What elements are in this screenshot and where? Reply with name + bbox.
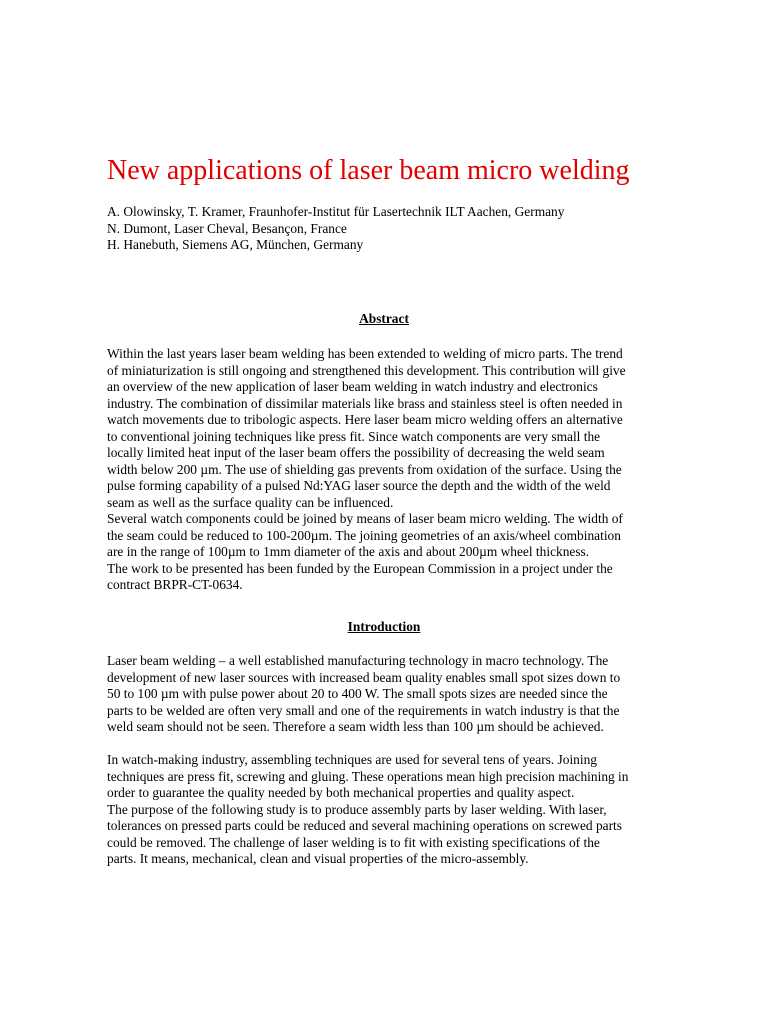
text-line: contract BRPR-CT-0634. xyxy=(107,577,243,592)
author-list xyxy=(107,204,564,254)
text-line: Laser beam welding – a well established manufacturing technology in macro technology. The xyxy=(107,653,609,668)
text-line: order to guarantee the quality needed by both mechanical properties and quality aspect. xyxy=(107,785,575,800)
text-line: parts. It means, mechanical, clean and visual properties of the micro-assembly. xyxy=(107,851,529,866)
text-line: The work to be presented has been funded by the European Commission in a project under the xyxy=(107,560,613,576)
text-line: of miniaturization is still ongoing and strengthened this development. This contribution will give xyxy=(107,362,626,378)
text-line: techniques are press fit, screwing and gluing. These operations mean high precision machining in xyxy=(107,768,629,784)
text-line: seam as well as the surface quality can be influenced. xyxy=(107,494,394,510)
text-line: 50 to 100 µm with pulse power about 20 to 400 W. The small spots sizes are needed since the xyxy=(107,686,608,701)
text-line: locally limited heat input of the laser beam offers the possibility of decreasing the weld seam xyxy=(107,445,605,460)
text-line: parts to be welded are often very small and one of the requirements in watch industry is that the xyxy=(107,702,620,718)
text-line: The purpose of the following study is to produce assembly parts by laser welding. With laser, xyxy=(107,801,607,817)
text-line: Several watch components could be joined by means of laser beam micro welding. The width of xyxy=(107,511,623,526)
text-line: width below 200 µm. The use of shielding gas prevents from oxidation of the surface. Using the xyxy=(107,461,622,477)
text-line: could be removed. The challenge of laser welding is to fit with existing specifications of the xyxy=(107,834,600,850)
text-line: In watch-making industry, assembling techniques are used for several tens of years. Joining xyxy=(107,752,597,767)
text-line: the seam could be reduced to 100-200µm. The joining geometries of an axis/wheel combination xyxy=(107,527,621,543)
text-line: Within the last years laser beam welding has been extended to welding of micro parts. The trend xyxy=(107,346,623,361)
abstract-heading: Abstract xyxy=(359,311,409,326)
text-line: are in the range of 100µm to 1mm diameter of the axis and about 200µm wheel thickness. xyxy=(107,544,590,559)
text-line: development of new laser sources with increased beam quality enables small spot sizes down to xyxy=(107,669,621,685)
text-line: tolerances on pressed parts could be reduced and several machining operations on screwed parts xyxy=(107,818,622,833)
introduction-paragraph-1 xyxy=(107,653,620,736)
text-line: an overview of the new application of laser beam welding in watch industry and electronics xyxy=(107,379,598,394)
author-line: H. Hanebuth, Siemens AG, München, Germany xyxy=(107,237,364,252)
text-line: watch movements due to tribologic aspects. Here laser beam micro welding offers an alternative xyxy=(107,412,623,427)
text-line: to conventional joining techniques like press fit. Since watch components are very small the xyxy=(107,428,601,444)
author-line: A. Olowinsky, T. Kramer, Fraunhofer-Institut für Lasertechnik ILT Aachen, Germany xyxy=(107,204,565,219)
introduction-heading: Introduction xyxy=(347,619,421,634)
text-line: pulse forming capability of a pulsed Nd:YAG laser source the depth and the width of the weld xyxy=(107,478,611,493)
text-line: weld seam should not be seen. Therefore a seam width less than 100 µm should be achieved. xyxy=(107,719,604,734)
introduction-paragraph-2 xyxy=(107,752,628,868)
paper-title: New applications of laser beam micro welding xyxy=(107,155,630,186)
abstract-body xyxy=(107,346,626,594)
author-line: N. Dumont, Laser Cheval, Besançon, France xyxy=(107,220,347,236)
text-line: industry. The combination of dissimilar materials like brass and stainless steel is often needed in xyxy=(107,395,623,411)
